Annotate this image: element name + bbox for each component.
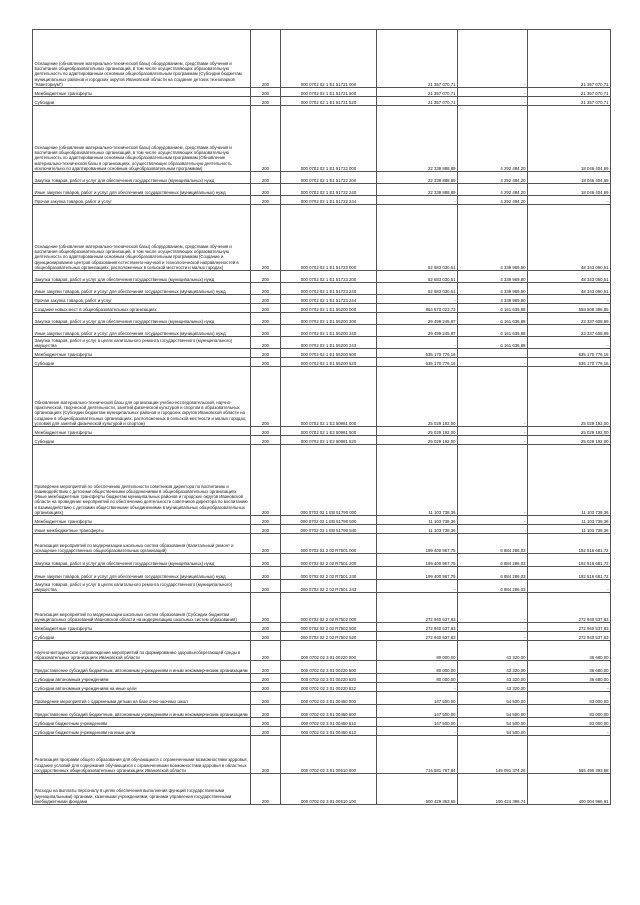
row-name-cell: Межбюджетные трансферты	[33, 88, 251, 97]
row-code-cell: 200	[251, 367, 281, 427]
row-approved-cell: -	[377, 196, 458, 205]
row-name-cell: Межбюджетные трансферты	[33, 623, 251, 632]
row-code-cell: 200	[251, 295, 281, 304]
table-row	[33, 30, 611, 88]
row-executed-cell: -	[458, 593, 528, 623]
row-name-cell: Реализация программ общего образования для обучающихся с ограниченными возможностями здоровья, создание условий для содержания обучающихся с ограниченными возможностями здоровья в областных государственных общеобразовательных организациях Ивановской области	[33, 736, 251, 774]
table-row	[33, 184, 611, 196]
row-unexecuted-cell: 25 029 192,00	[528, 427, 611, 436]
table-row	[33, 632, 611, 641]
row-approved-cell: 52 683 030,51	[377, 205, 458, 271]
row-code-cell: 200	[251, 358, 281, 367]
row-code-cell: 200	[251, 445, 281, 516]
row-kbk-cell: 000 0702 02 3 01 00220 600	[281, 661, 377, 674]
row-unexecuted-cell: 11 103 738,36	[528, 525, 611, 534]
row-code-cell: 200	[251, 30, 281, 88]
row-executed-cell: 6 161 636,88	[458, 337, 528, 349]
row-unexecuted-cell: 192 516 681,72	[528, 534, 611, 554]
row-approved-cell: -	[377, 295, 458, 304]
row-code-cell: 200	[251, 683, 281, 692]
row-code-cell: 200	[251, 427, 281, 436]
row-kbk-cell: 000 0702 02 1 E1 51722 240	[281, 184, 377, 196]
row-name-cell: Субсидии	[33, 436, 251, 445]
table-row	[33, 205, 611, 271]
row-kbk-cell: 000 0702 02 2 02 R7501 200	[281, 554, 377, 567]
row-approved-cell: -	[377, 683, 458, 692]
table-row	[33, 554, 611, 567]
row-name-cell: Субсидии автономным учреждениям на иные цели	[33, 683, 251, 692]
row-unexecuted-cell: 18 046 404,69	[528, 172, 611, 184]
table-row	[33, 445, 611, 516]
row-code-cell: 200	[251, 436, 281, 445]
row-unexecuted-cell: 400 004 966,91	[528, 774, 611, 805]
row-approved-cell: 714 581 767,84	[377, 736, 458, 774]
table-row	[33, 727, 611, 736]
budget-execution-sheet	[32, 29, 611, 805]
row-unexecuted-cell: 21 357 070,71	[528, 97, 611, 106]
table-row	[33, 692, 611, 705]
row-name-cell: Проведение мероприятий по обеспечению деятельности советников директора по воспитанию и взаимодействию с детскими общественными объединениями в общеобразовательных организациях (Иные межбюджетные трансферты бюджетам муниципальных районов и городских округов Ивановской области на проведение мероприятий по обеспечению деятельности советников директора по воспитанию и взаимодействию с детскими общественными объединениями в муниципальных общеобразовательных организациях)	[33, 445, 251, 516]
row-unexecuted-cell: 11 103 738,36	[528, 445, 611, 516]
row-kbk-cell: 000 0702 02 3 01 00450 600	[281, 705, 377, 718]
row-code-cell: 200	[251, 567, 281, 580]
row-kbk-cell: 000 0702 02 3 01 00220 620	[281, 674, 377, 683]
budget-table	[32, 29, 611, 805]
row-code-cell: 200	[251, 580, 281, 593]
row-name-cell: Закупка товаров, работ и услуг для обеспечения государственных (муниципальных) нужд	[33, 313, 251, 325]
row-name-cell: Проведение мероприятий с одаренными детьми на базе очно-заочных школ	[33, 692, 251, 705]
row-approved-cell: 25 029 192,00	[377, 367, 458, 427]
table-row	[33, 641, 611, 661]
row-executed-cell: -	[458, 427, 528, 436]
row-name-cell: Иные закупки товаров, работ и услуг для обеспечения государственных (муниципальных) нужд	[33, 325, 251, 337]
row-approved-cell: 500 429 363,65	[377, 774, 458, 805]
row-executed-cell: 4 292 484,20	[458, 106, 528, 172]
row-unexecuted-cell: 21 357 070,71	[528, 88, 611, 97]
row-executed-cell: 6 161 636,88	[458, 313, 528, 325]
row-approved-cell: -	[377, 580, 458, 593]
row-name-cell: Закупка товаров, работ и услуг для обеспечения государственных (муниципальных) нужд	[33, 271, 251, 283]
row-name-cell: Прочая закупка товаров, работ и услуг	[33, 295, 251, 304]
row-kbk-cell: 000 0702 02 1 E1 51721 500	[281, 88, 377, 97]
table-row	[33, 313, 611, 325]
table-row	[33, 358, 611, 367]
row-unexecuted-cell: 272 940 537,83	[528, 593, 611, 623]
row-code-cell: 200	[251, 692, 281, 705]
row-approved-cell: 147 500,00	[377, 718, 458, 727]
row-executed-cell: 54 500,00	[458, 718, 528, 727]
row-code-cell: 200	[251, 727, 281, 736]
row-code-cell: 200	[251, 283, 281, 295]
row-approved-cell: 11 103 738,36	[377, 516, 458, 525]
row-approved-cell: 272 940 537,83	[377, 593, 458, 623]
row-executed-cell: 43 320,00	[458, 674, 528, 683]
row-name-cell: Закупка товаров, работ и услуг для обеспечения государственных (муниципальных) нужд	[33, 554, 251, 567]
row-name-cell: Субсидии	[33, 632, 251, 641]
row-executed-cell: -	[458, 30, 528, 88]
row-executed-cell: -	[458, 367, 528, 427]
row-name-cell: Субсидии бюджетным учреждениям	[33, 718, 251, 727]
row-code-cell: 200	[251, 172, 281, 184]
row-unexecuted-cell: 18 046 404,69	[528, 106, 611, 172]
row-unexecuted-cell: -	[528, 727, 611, 736]
row-kbk-cell: 000 0702 02 1 E1 55200 500	[281, 349, 377, 358]
table-row	[33, 325, 611, 337]
row-unexecuted-cell: -	[528, 580, 611, 593]
table-row	[33, 567, 611, 580]
row-executed-cell: -	[458, 516, 528, 525]
row-name-cell: Субсидии автономным учреждениям	[33, 674, 251, 683]
row-unexecuted-cell: 23 337 608,99	[528, 313, 611, 325]
row-code-cell: 200	[251, 736, 281, 774]
row-executed-cell: 4 339 969,80	[458, 205, 528, 271]
table-row	[33, 337, 611, 349]
table-row	[33, 774, 611, 805]
row-code-cell: 200	[251, 534, 281, 554]
row-approved-cell: -	[377, 337, 458, 349]
row-name-cell: Создание новых мест в общеобразовательных организациях	[33, 304, 251, 313]
row-name-cell: Закупка товаров, работ и услуг в целях капитального ремонта государственного (муниципального) имущества	[33, 580, 251, 593]
row-name-cell: Иные закупки товаров, работ и услуг для обеспечения государственных (муниципальных) нужд	[33, 567, 251, 580]
table-row	[33, 683, 611, 692]
row-executed-cell: -	[458, 525, 528, 534]
row-executed-cell: -	[458, 88, 528, 97]
row-name-cell: Оснащение (обновление материально-технической базы) оборудованием, средствами обучения и воспитания общеобразовательных организаций, в том числе осуществляющих образовательную деятельность по адаптированным основным общеобразовательным программам (Субсидии бюджетам муниципальных районов и городских округов Ивановской области на создание детских технопарков "Кванториум")	[33, 30, 251, 88]
row-kbk-cell: 000 0702 02 1 EB 51790 540	[281, 525, 377, 534]
row-code-cell: 200	[251, 525, 281, 534]
row-approved-cell: 25 029 192,00	[377, 436, 458, 445]
row-unexecuted-cell: -	[528, 683, 611, 692]
row-name-cell: Иные межбюджетные трансферты	[33, 525, 251, 534]
row-executed-cell: 54 500,00	[458, 692, 528, 705]
row-executed-cell: 43 320,00	[458, 683, 528, 692]
row-name-cell: Закупка товаров, работ и услуг для обеспечения государственных (муниципальных) нужд	[33, 172, 251, 184]
row-executed-cell: 4 339 969,80	[458, 271, 528, 283]
row-approved-cell: 22 338 888,89	[377, 106, 458, 172]
row-kbk-cell: 000 0702 02 1 E1 55200 200	[281, 313, 377, 325]
row-approved-cell: 635 170 776,16	[377, 358, 458, 367]
row-unexecuted-cell: 25 029 192,00	[528, 436, 611, 445]
table-row	[33, 580, 611, 593]
row-name-cell: Межбюджетные трансферты	[33, 427, 251, 436]
row-code-cell: 200	[251, 304, 281, 313]
row-kbk-cell: 000 0702 02 3 01 00450 610	[281, 718, 377, 727]
row-code-cell: 200	[251, 661, 281, 674]
row-unexecuted-cell: -	[528, 295, 611, 304]
row-approved-cell: 52 683 030,51	[377, 283, 458, 295]
row-code-cell: 200	[251, 705, 281, 718]
row-approved-cell: 22 338 888,89	[377, 172, 458, 184]
row-name-cell: Научно-методическое сопровождение мероприятий по формированию здоровьесберегающей среды в образовательных организациях Ивановской области	[33, 641, 251, 661]
row-executed-cell: 4 292 484,20	[458, 196, 528, 205]
table-row	[33, 349, 611, 358]
row-kbk-cell: 000 0702 02 2 02 R7502 500	[281, 623, 377, 632]
row-kbk-cell: 000 0702 02 1 E1 51721 520	[281, 97, 377, 106]
row-unexecuted-cell: 36 680,00	[528, 641, 611, 661]
row-code-cell: 200	[251, 349, 281, 358]
row-unexecuted-cell: 21 357 070,71	[528, 30, 611, 88]
row-unexecuted-cell: 93 000,00	[528, 692, 611, 705]
row-approved-cell: 199 400 967,75	[377, 554, 458, 567]
row-approved-cell: 272 940 537,83	[377, 632, 458, 641]
row-kbk-cell: 000 0702 02 1 E1 51723 244	[281, 295, 377, 304]
row-name-cell: Закупка товаров, работ и услуг в целях капитального ремонта государственного (муниципального) имущества	[33, 337, 251, 349]
row-executed-cell: -	[458, 436, 528, 445]
row-executed-cell: -	[458, 349, 528, 358]
row-kbk-cell: 000 0702 02 3 01 00450 000	[281, 692, 377, 705]
row-kbk-cell: 000 0702 02 1 E1 55200 240	[281, 325, 377, 337]
table-row	[33, 196, 611, 205]
row-unexecuted-cell: 36 680,00	[528, 661, 611, 674]
row-unexecuted-cell: 18 046 404,69	[528, 184, 611, 196]
row-approved-cell: 199 400 967,75	[377, 567, 458, 580]
row-unexecuted-cell: 565 490 393,58	[528, 736, 611, 774]
row-unexecuted-cell: 272 940 537,83	[528, 623, 611, 632]
row-approved-cell: 22 338 888,89	[377, 184, 458, 196]
table-row	[33, 295, 611, 304]
row-approved-cell: -	[377, 727, 458, 736]
row-name-cell: Обновление материально-технической базы для организации учебно-исследовательской, научно-практической, творческой деятельности, занятий физической культурой и спортом в образовательных организациях (Субсидии бюджетам муниципальных районов и городских округов Ивановской области на создание в общеобразовательных организациях, расположенных в сельской местности и малых городах, условий для занятий физической культурой и спортом)	[33, 367, 251, 427]
row-code-cell: 200	[251, 641, 281, 661]
row-name-cell: Реализация мероприятий по модернизации школьных систем образования (Субсидии бюджетам муниципальных образований Ивановской области на модернизацию школьных систем образования)	[33, 593, 251, 623]
row-kbk-cell: 000 0702 02 1 E1 51722 244	[281, 196, 377, 205]
row-kbk-cell: 000 0702 02 2 02 R7501 000	[281, 534, 377, 554]
row-executed-cell: -	[458, 97, 528, 106]
row-name-cell: Субсидии	[33, 358, 251, 367]
row-unexecuted-cell: -	[528, 196, 611, 205]
row-name-cell: Иные закупки товаров, работ и услуг для обеспечения государственных (муниципальных) нужд	[33, 184, 251, 196]
row-unexecuted-cell: 23 337 608,99	[528, 325, 611, 337]
row-approved-cell: 25 029 192,00	[377, 427, 458, 436]
row-approved-cell: 147 500,00	[377, 692, 458, 705]
row-executed-cell: -	[458, 632, 528, 641]
row-executed-cell: 4 292 484,20	[458, 184, 528, 196]
row-code-cell: 200	[251, 632, 281, 641]
row-code-cell: 200	[251, 325, 281, 337]
row-kbk-cell: 000 0702 02 1 E1 51723 200	[281, 271, 377, 283]
table-row	[33, 367, 611, 427]
row-executed-cell: 149 091 374,26	[458, 736, 528, 774]
row-executed-cell: 100 424 396,74	[458, 774, 528, 805]
table-row	[33, 718, 611, 727]
row-kbk-cell: 000 0702 02 1 E1 51723 240	[281, 283, 377, 295]
row-kbk-cell: 000 0702 02 1 E1 51722 000	[281, 106, 377, 172]
row-executed-cell: 6 884 286,03	[458, 534, 528, 554]
row-code-cell: 200	[251, 184, 281, 196]
row-code-cell: 200	[251, 516, 281, 525]
row-unexecuted-cell: 36 680,00	[528, 674, 611, 683]
table-row	[33, 661, 611, 674]
row-approved-cell: 147 500,00	[377, 705, 458, 718]
row-kbk-cell: 000 0702 02 1 E1 51723 000	[281, 205, 377, 271]
row-approved-cell: 272 940 537,83	[377, 623, 458, 632]
row-code-cell: 200	[251, 106, 281, 172]
table-row	[33, 283, 611, 295]
row-kbk-cell: 000 0702 02 1 E1 51722 200	[281, 172, 377, 184]
row-name-cell: Межбюджетные трансферты	[33, 516, 251, 525]
row-code-cell: 200	[251, 554, 281, 567]
row-executed-cell: 54 500,00	[458, 727, 528, 736]
row-code-cell: 200	[251, 674, 281, 683]
row-executed-cell: 6 884 286,03	[458, 554, 528, 567]
row-executed-cell: 4 339 969,80	[458, 283, 528, 295]
row-kbk-cell: 000 0702 02 1 E2 50981 500	[281, 427, 377, 436]
table-row	[33, 88, 611, 97]
row-unexecuted-cell: 11 103 738,36	[528, 516, 611, 525]
row-executed-cell: 6 161 636,88	[458, 325, 528, 337]
row-approved-cell: 635 170 776,16	[377, 349, 458, 358]
row-unexecuted-cell: 192 516 681,72	[528, 554, 611, 567]
row-kbk-cell: 000 0702 02 3 01 00510 000	[281, 736, 377, 774]
row-executed-cell: -	[458, 445, 528, 516]
row-approved-cell: 29 499 245,87	[377, 313, 458, 325]
row-kbk-cell: 000 0702 02 1 E1 51721 000	[281, 30, 377, 88]
row-approved-cell: 29 499 245,87	[377, 325, 458, 337]
row-name-cell: Реализация мероприятий по модернизации школьных систем образования (Капитальный ремонт и оснащение государственных общеобразовательных организаций)	[33, 534, 251, 554]
table-row	[33, 97, 611, 106]
row-unexecuted-cell: 48 343 060,51	[528, 283, 611, 295]
row-executed-cell: -	[458, 623, 528, 632]
row-kbk-cell: 000 0702 02 2 02 R7502 000	[281, 593, 377, 623]
row-executed-cell: 6 884 286,03	[458, 580, 528, 593]
row-approved-cell: 11 103 738,36	[377, 445, 458, 516]
table-row	[33, 623, 611, 632]
row-approved-cell: 21 357 070,71	[377, 97, 458, 106]
row-code-cell: 200	[251, 196, 281, 205]
row-code-cell: 200	[251, 205, 281, 271]
row-approved-cell: 11 103 738,36	[377, 525, 458, 534]
row-unexecuted-cell: 192 516 681,72	[528, 567, 611, 580]
row-executed-cell: -	[458, 358, 528, 367]
table-row	[33, 525, 611, 534]
row-kbk-cell: 000 0702 02 2 02 R7501 243	[281, 580, 377, 593]
row-kbk-cell: 000 0702 02 3 01 00220 622	[281, 683, 377, 692]
row-name-cell: Иные закупки товаров, работ и услуг для обеспечения государственных (муниципальных) нужд	[33, 283, 251, 295]
row-kbk-cell: 000 0702 02 3 01 00450 612	[281, 727, 377, 736]
row-executed-cell: 6 884 286,03	[458, 567, 528, 580]
table-row	[33, 674, 611, 683]
table-row	[33, 736, 611, 774]
row-name-cell: Оснащение (обновление материально-технической базы) оборудованием, средствами обучения и воспитания общеобразовательных организаций, в том числе осуществляющих образовательную деятельность по адаптированным основным общеобразовательным программам (Создание и функционирование центров образования естественно-научной и технологической направленностей в общеобразовательных организациях, расположенных в сельской местности и малых городах)	[33, 205, 251, 271]
row-approved-cell: 21 357 070,71	[377, 30, 458, 88]
table-row	[33, 436, 611, 445]
row-unexecuted-cell: -	[528, 337, 611, 349]
row-code-cell: 200	[251, 774, 281, 805]
row-unexecuted-cell: 25 029 192,00	[528, 367, 611, 427]
row-executed-cell: 43 320,00	[458, 641, 528, 661]
row-kbk-cell: 000 0702 02 1 E1 55200 243	[281, 337, 377, 349]
row-unexecuted-cell: 93 000,00	[528, 705, 611, 718]
row-code-cell: 200	[251, 593, 281, 623]
row-approved-cell: 52 683 030,51	[377, 271, 458, 283]
row-unexecuted-cell: 48 343 060,51	[528, 205, 611, 271]
row-approved-cell: 864 670 023,73	[377, 304, 458, 313]
row-code-cell: 200	[251, 88, 281, 97]
table-row	[33, 271, 611, 283]
row-unexecuted-cell: 48 343 060,51	[528, 271, 611, 283]
row-approved-cell: 21 357 070,71	[377, 88, 458, 97]
table-row	[33, 172, 611, 184]
table-row	[33, 427, 611, 436]
row-code-cell: 200	[251, 97, 281, 106]
row-unexecuted-cell: 635 170 776,16	[528, 349, 611, 358]
row-executed-cell: 54 500,00	[458, 705, 528, 718]
row-kbk-cell: 000 0702 02 2 02 R7502 520	[281, 632, 377, 641]
row-approved-cell: 199 400 967,75	[377, 534, 458, 554]
row-executed-cell: 4 339 969,80	[458, 295, 528, 304]
row-name-cell: Предоставление субсидий бюджетным, автономным учреждениям и иным некоммерческим организациям	[33, 661, 251, 674]
table-row	[33, 304, 611, 313]
budget-table-body	[33, 30, 611, 805]
row-name-cell: Оснащение (обновление материально-технической базы) оборудованием, средствами обучения и воспитания общеобразовательных организаций, в том числе осуществляющих образовательную деятельность по адаптированным основным общеобразовательным программам (Обновление материально-технической базы в организациях, осуществляющих образовательную деятельность исключительно по адаптированным основным общеобразовательным программам)	[33, 106, 251, 172]
row-unexecuted-cell: 93 000,00	[528, 718, 611, 727]
row-name-cell: Субсидии	[33, 97, 251, 106]
table-row	[33, 593, 611, 623]
table-row	[33, 106, 611, 172]
row-name-cell: Субсидии бюджетным учреждениям на иные цели	[33, 727, 251, 736]
row-kbk-cell: 000 0702 02 3 01 00220 000	[281, 641, 377, 661]
row-kbk-cell: 000 0702 02 1 E1 55200 000	[281, 304, 377, 313]
row-code-cell: 200	[251, 623, 281, 632]
row-approved-cell: 80 000,00	[377, 674, 458, 683]
row-executed-cell: 6 161 636,88	[458, 304, 528, 313]
row-executed-cell: 43 320,00	[458, 661, 528, 674]
table-row	[33, 516, 611, 525]
row-name-cell: Прочая закупка товаров, работ и услуг	[33, 196, 251, 205]
row-kbk-cell: 000 0702 02 1 EB 51790 500	[281, 516, 377, 525]
row-name-cell: Межбюджетные трансферты	[33, 349, 251, 358]
row-code-cell: 200	[251, 271, 281, 283]
table-row	[33, 705, 611, 718]
row-code-cell: 200	[251, 313, 281, 325]
row-code-cell: 200	[251, 718, 281, 727]
row-name-cell: Расходы на выплаты персоналу в целях обеспечения выполнения функций государственными (муниципальными) органами, казенными учреждениями, органами управления государственными внебюджетными фондами	[33, 774, 251, 805]
row-code-cell: 200	[251, 337, 281, 349]
row-kbk-cell: 000 0702 02 1 E2 50981 520	[281, 436, 377, 445]
row-name-cell: Предоставление субсидий бюджетным, автономным учреждениям и иным некоммерческим организациям	[33, 705, 251, 718]
row-kbk-cell: 000 0702 02 1 E2 50981 000	[281, 367, 377, 427]
row-executed-cell: 4 292 484,20	[458, 172, 528, 184]
row-unexecuted-cell: 635 170 776,16	[528, 358, 611, 367]
row-kbk-cell: 000 0702 02 1 E1 55200 520	[281, 358, 377, 367]
table-row	[33, 534, 611, 554]
row-unexecuted-cell: 272 940 537,83	[528, 632, 611, 641]
row-kbk-cell: 000 0702 02 2 02 R7501 240	[281, 567, 377, 580]
row-approved-cell: 80 000,00	[377, 641, 458, 661]
row-unexecuted-cell: 658 508 386,85	[528, 304, 611, 313]
row-kbk-cell: 000 0702 02 1 EB 51790 000	[281, 445, 377, 516]
row-kbk-cell: 000 0702 02 3 01 00510 100	[281, 774, 377, 805]
row-approved-cell: 80 000,00	[377, 661, 458, 674]
